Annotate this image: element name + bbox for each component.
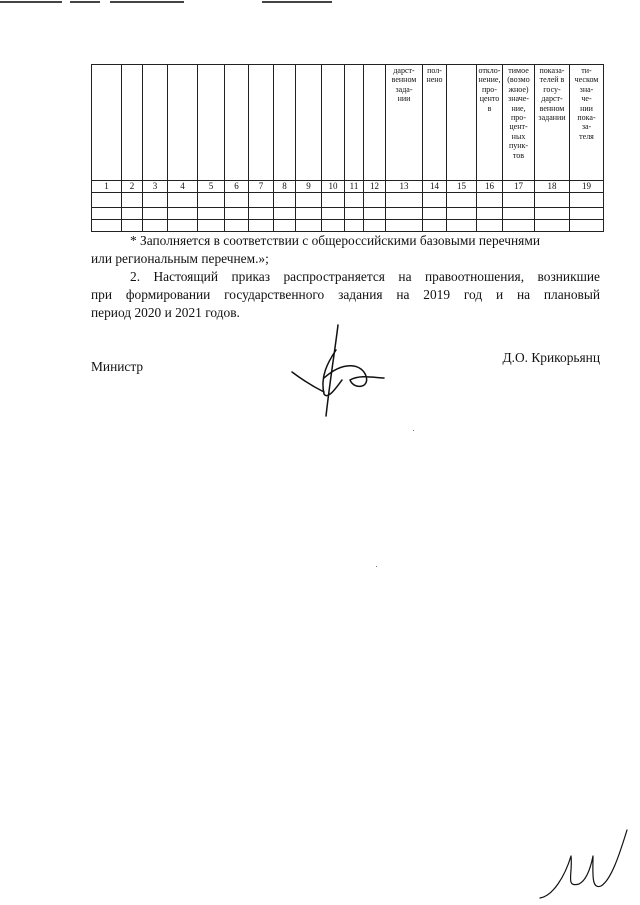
column-number-cell: 7 <box>249 181 274 193</box>
header-cell <box>225 65 249 181</box>
table-cell <box>423 220 447 232</box>
header-cell <box>322 65 345 181</box>
table-cell <box>477 193 503 208</box>
header-cell-text <box>249 65 273 66</box>
table-cell <box>143 193 168 208</box>
table-cell <box>423 208 447 220</box>
column-number-cell: 1 <box>92 181 122 193</box>
header-cell-text <box>198 65 224 66</box>
table-cell <box>92 193 122 208</box>
table-cell <box>535 193 570 208</box>
table-cell <box>168 220 198 232</box>
initials-mark <box>535 826 635 905</box>
table-cell <box>364 220 386 232</box>
column-number-cell: 12 <box>364 181 386 193</box>
column-number-cell: 8 <box>274 181 296 193</box>
table-cell <box>198 208 225 220</box>
table-cell <box>322 220 345 232</box>
table-cell <box>296 220 322 232</box>
header-cell <box>274 65 296 181</box>
header-cell <box>296 65 322 181</box>
table-row <box>92 220 604 232</box>
column-number-cell: 11 <box>345 181 364 193</box>
table-cell <box>198 193 225 208</box>
header-cell <box>168 65 198 181</box>
table-cell <box>274 220 296 232</box>
table-cell <box>447 208 477 220</box>
header-cell-text: пол- нено <box>426 66 443 85</box>
header-cell <box>364 65 386 181</box>
table-cell <box>274 208 296 220</box>
table-header-row <box>92 65 604 181</box>
scan-speck <box>413 430 414 431</box>
table-cell <box>143 208 168 220</box>
header-cell <box>423 65 447 181</box>
header-cell <box>345 65 364 181</box>
column-number-cell: 16 <box>477 181 503 193</box>
table-cell <box>225 208 249 220</box>
header-cell <box>92 65 122 181</box>
table-cell <box>423 193 447 208</box>
column-number-cell: 5 <box>198 181 225 193</box>
handwritten-signature <box>280 320 390 420</box>
table-cell <box>274 193 296 208</box>
table-cell <box>225 220 249 232</box>
scan-speck <box>376 566 377 567</box>
column-number-cell: 10 <box>322 181 345 193</box>
footnote-line: * Заполняется в соответствии с общероссийскими базовыми перечнями <box>130 233 540 248</box>
column-number-cell: 17 <box>503 181 535 193</box>
table-cell <box>503 193 535 208</box>
header-cell-text <box>274 65 295 66</box>
table-cell <box>570 193 604 208</box>
column-number-cell: 2 <box>122 181 143 193</box>
header-cell-text <box>225 65 248 66</box>
table-cell <box>345 208 364 220</box>
paragraph-line: 2. Настоящий приказ распространяется на правоотношения, возникшие <box>130 269 600 284</box>
table-cell <box>477 220 503 232</box>
column-number-cell: 3 <box>143 181 168 193</box>
table-cell <box>447 220 477 232</box>
header-cell-text: тимое (возмо жное) значе- ние, про- цент- ных пунк- тов <box>507 66 530 160</box>
table-row <box>92 193 604 208</box>
table-cell <box>122 220 143 232</box>
header-cell-text <box>364 65 385 66</box>
table-cell <box>535 208 570 220</box>
header-cell-text <box>447 65 476 66</box>
table-cell <box>249 208 274 220</box>
table-cell <box>386 220 423 232</box>
column-number-cell: 18 <box>535 181 570 193</box>
header-cell <box>143 65 168 181</box>
header-cell-text <box>122 65 142 66</box>
table-cell <box>168 193 198 208</box>
table-cell <box>345 193 364 208</box>
table-cell <box>570 220 604 232</box>
header-cell-text: ти- ческом зна- че- нии пока- за- теля <box>574 66 599 141</box>
header-cell <box>447 65 477 181</box>
column-number-cell: 13 <box>386 181 423 193</box>
column-number-cell: 19 <box>570 181 604 193</box>
column-number-cell: 4 <box>168 181 198 193</box>
header-cell-text <box>143 65 167 66</box>
paragraph-line: при формировании государственного задания на 2019 год и на плановый <box>91 287 600 302</box>
table-cell <box>322 193 345 208</box>
table-cell <box>345 220 364 232</box>
table-cell <box>92 208 122 220</box>
column-number-cell: 14 <box>423 181 447 193</box>
table-cell <box>535 220 570 232</box>
header-cell-text <box>345 65 363 66</box>
table-row <box>92 208 604 220</box>
header-cell <box>122 65 143 181</box>
header-cell-text <box>322 65 344 66</box>
table-cell <box>198 220 225 232</box>
table-cell <box>168 208 198 220</box>
paragraph-line: период 2020 и 2021 годов. <box>91 305 240 320</box>
table-cell <box>364 193 386 208</box>
table-cell <box>225 193 249 208</box>
header-cell-text: дарст- венном зада- нии <box>391 66 417 104</box>
header-cell <box>570 65 604 181</box>
header-cell-text: показа- телей в госу- дарст- венном задании <box>538 66 566 123</box>
table-cell <box>296 193 322 208</box>
table-cell <box>122 193 143 208</box>
table-cell <box>296 208 322 220</box>
table-cell <box>249 193 274 208</box>
header-cell <box>535 65 570 181</box>
table-cell <box>322 208 345 220</box>
table-cell <box>477 208 503 220</box>
table-cell <box>143 220 168 232</box>
table-cell <box>92 220 122 232</box>
signatory-name: Д.О. Крикорьянц <box>502 350 600 365</box>
position-title: Министр <box>91 359 144 374</box>
column-number-cell: 15 <box>447 181 477 193</box>
table-cell <box>249 220 274 232</box>
top-edge-marks <box>0 0 640 6</box>
header-cell-text: откло- нение, про- центо в <box>478 66 501 113</box>
header-cell <box>386 65 423 181</box>
header-cell <box>249 65 274 181</box>
column-number-cell: 6 <box>225 181 249 193</box>
header-cell-text <box>168 65 197 66</box>
header-cell-text <box>296 65 321 66</box>
table-cell <box>386 208 423 220</box>
table-cell <box>570 208 604 220</box>
column-number-cell: 9 <box>296 181 322 193</box>
table-cell <box>503 220 535 232</box>
table-cell <box>503 208 535 220</box>
indicator-table <box>91 64 604 232</box>
footnote-line: или региональным перечнем.»; <box>91 251 269 266</box>
table-cell <box>364 208 386 220</box>
header-cell-text <box>92 65 121 66</box>
header-cell <box>198 65 225 181</box>
table-cell <box>447 193 477 208</box>
column-number-row <box>92 181 604 193</box>
header-cell <box>503 65 535 181</box>
header-cell <box>477 65 503 181</box>
table-cell <box>386 193 423 208</box>
table-cell <box>122 208 143 220</box>
